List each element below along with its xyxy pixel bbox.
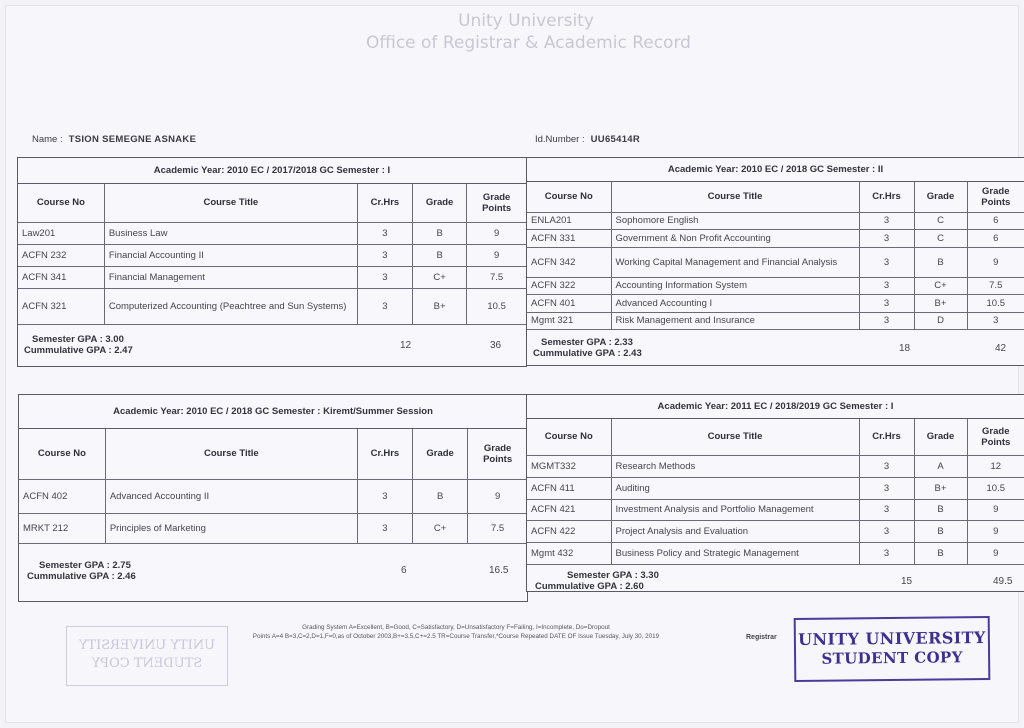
col-cr-hrs: Cr.Hrs — [859, 419, 914, 455]
course-title: Investment Analysis and Portfolio Management — [611, 499, 859, 520]
semester-title: Academic Year: 2010 EC / 2018 GC Semester : Kiremt/Summer Session — [19, 395, 527, 429]
table-row — [527, 229, 1024, 247]
course-title: Project Analysis and Evaluation — [611, 520, 859, 542]
table-row — [527, 455, 1024, 477]
semester-gpa: Semester GPA : 3.30 — [567, 569, 659, 581]
course-no: ACFN 401 — [527, 294, 611, 312]
total-grade-points: 49.5 — [993, 575, 1013, 587]
table-row — [527, 542, 1024, 564]
course-title: Computerized Accounting (Peachtree and Sun Systems) — [104, 288, 357, 324]
col-course-title: Course Title — [104, 184, 357, 222]
table-row — [18, 288, 526, 324]
course-points: 7.5 — [467, 266, 526, 288]
course-table — [19, 429, 527, 544]
course-table — [18, 184, 526, 325]
course-cr: 3 — [357, 266, 412, 288]
table-row — [18, 222, 526, 244]
col-grade-points: Grade Points — [468, 429, 527, 479]
col-grade: Grade — [413, 429, 468, 479]
table-row — [527, 277, 1024, 294]
course-no: ACFN 342 — [527, 247, 611, 277]
col-grade: Grade — [413, 184, 467, 222]
table-row — [527, 212, 1024, 229]
col-grade-points: Grade Points — [967, 182, 1024, 212]
course-grade: C+ — [413, 266, 467, 288]
course-title: Sophomore English — [611, 212, 859, 229]
course-no: ACFN 422 — [527, 520, 611, 542]
course-title: Financial Accounting II — [104, 244, 357, 266]
course-grade: B — [413, 479, 468, 513]
course-grade: C+ — [413, 513, 468, 543]
course-no: ACFN 322 — [527, 277, 611, 294]
id-label: Id.Number : — [535, 134, 585, 145]
course-points: 10.5 — [967, 477, 1024, 499]
total-cr-hrs: 6 — [401, 564, 407, 576]
course-cr: 3 — [859, 455, 914, 477]
course-grade: B+ — [413, 288, 467, 324]
course-title: Business Law — [104, 222, 357, 244]
course-no: ACFN 232 — [18, 244, 104, 266]
col-cr-hrs: Cr.Hrs — [859, 182, 914, 212]
course-points: 7.5 — [468, 513, 527, 543]
course-no: Mgmt 432 — [527, 542, 611, 564]
cumulative-gpa: Cummulative GPA : 2.47 — [24, 344, 133, 356]
table-row — [18, 266, 526, 288]
total-cr-hrs: 12 — [400, 339, 412, 351]
course-points: 3 — [967, 312, 1024, 329]
course-no: Mgmt 321 — [527, 312, 611, 329]
col-grade-points: Grade Points — [967, 419, 1024, 455]
student-name: TSION SEMEGNE ASNAKE — [68, 134, 197, 145]
course-no: ENLA201 — [527, 212, 611, 229]
bleed-through-stamp-line: STUDENT COPY — [91, 656, 203, 671]
course-grade: B+ — [914, 477, 967, 499]
course-points: 10.5 — [467, 288, 526, 324]
course-cr: 3 — [357, 288, 412, 324]
course-cr: 3 — [859, 477, 914, 499]
total-cr-hrs: 15 — [901, 575, 913, 587]
col-course-no: Course No — [527, 419, 611, 455]
col-grade-points: Grade Points — [467, 184, 526, 222]
course-no: ACFN 421 — [527, 499, 611, 520]
student-name-row — [32, 134, 196, 145]
semester-gpa: Semester GPA : 3.00 — [32, 333, 124, 345]
table-row — [527, 312, 1024, 329]
course-cr: 3 — [357, 244, 412, 266]
course-title: Risk Management and Insurance — [611, 312, 859, 329]
table-row — [527, 499, 1024, 520]
course-title: Research Methods — [611, 455, 859, 477]
course-no: ACFN 402 — [19, 479, 105, 513]
course-table — [527, 419, 1024, 565]
course-cr: 3 — [859, 212, 914, 229]
semester-gpa: Semester GPA : 2.33 — [541, 336, 633, 348]
registrar-label: Registrar — [746, 634, 777, 641]
course-no: MGMT332 — [527, 455, 611, 477]
course-cr: 3 — [859, 542, 914, 564]
course-title: Working Capital Management and Financial Analysis — [611, 247, 859, 277]
cumulative-gpa: Cummulative GPA : 2.60 — [535, 580, 644, 592]
cumulative-gpa: Cummulative GPA : 2.46 — [27, 570, 136, 582]
col-grade: Grade — [914, 182, 967, 212]
semester-title: Academic Year: 2010 EC / 2018 GC Semester : II — [527, 158, 1024, 182]
table-row — [19, 479, 527, 513]
course-no: ACFN 321 — [18, 288, 104, 324]
course-points: 9 — [967, 499, 1024, 520]
course-title: Business Policy and Strategic Management — [611, 542, 859, 564]
course-cr: 3 — [859, 294, 914, 312]
col-grade: Grade — [914, 419, 967, 455]
total-grade-points: 42 — [995, 342, 1007, 354]
course-title: Auditing — [611, 477, 859, 499]
course-cr: 3 — [859, 229, 914, 247]
col-cr-hrs: Cr.Hrs — [357, 429, 412, 479]
grading-legend — [156, 623, 756, 641]
grading-system-line: Grading System A=Excellent, B=Good, C=Satisfactory, D=Unsatisfactory F=Failing, I=Incomplete, Do=Dropout — [302, 624, 610, 631]
course-no: ACFN 411 — [527, 477, 611, 499]
semester-block-3 — [18, 394, 528, 602]
course-grade: A — [914, 455, 967, 477]
course-points: 9 — [468, 479, 527, 513]
course-points: 6 — [967, 212, 1024, 229]
course-points: 6 — [967, 229, 1024, 247]
semester-title: Academic Year: 2010 EC / 2017/2018 GC Semester : I — [18, 158, 526, 184]
course-cr: 3 — [859, 277, 914, 294]
course-points: 7.5 — [967, 277, 1024, 294]
course-grade: C — [914, 229, 967, 247]
course-points: 9 — [967, 542, 1024, 564]
course-grade: B+ — [914, 294, 967, 312]
col-course-no: Course No — [527, 182, 611, 212]
col-course-title: Course Title — [611, 419, 859, 455]
course-grade: B — [914, 542, 967, 564]
name-label: Name : — [32, 134, 63, 145]
course-points: 9 — [467, 222, 526, 244]
table-row — [19, 513, 527, 543]
table-row — [527, 247, 1024, 277]
course-title: Financial Management — [104, 266, 357, 288]
stamp-line-copy: STUDENT COPY — [821, 648, 963, 668]
course-grade: C — [914, 212, 967, 229]
semester-block-4 — [526, 394, 1024, 592]
course-points: 10.5 — [967, 294, 1024, 312]
course-cr: 3 — [859, 247, 914, 277]
bleed-through-stamp-line: UNITY UNIVERSITY — [78, 638, 216, 653]
course-grade: B — [914, 247, 967, 277]
student-id-row — [535, 134, 640, 145]
semester-block-1 — [17, 157, 527, 367]
student-id: UU65414R — [590, 134, 641, 145]
course-grade: B — [914, 499, 967, 520]
course-no: MRKT 212 — [19, 513, 105, 543]
course-table — [527, 182, 1024, 330]
table-row — [527, 294, 1024, 312]
semester-title: Academic Year: 2011 EC / 2018/2019 GC Semester : I — [527, 395, 1024, 419]
total-grade-points: 16.5 — [489, 564, 509, 576]
course-points: 9 — [967, 247, 1024, 277]
course-title: Principles of Marketing — [105, 513, 357, 543]
course-grade: B — [413, 244, 467, 266]
course-cr: 3 — [859, 520, 914, 542]
course-grade: B — [413, 222, 467, 244]
course-grade: B — [914, 520, 967, 542]
course-cr: 3 — [859, 499, 914, 520]
course-cr: 3 — [357, 479, 412, 513]
bleed-through-line: Unity University — [458, 11, 594, 31]
bleed-through-line: Office of Registrar & Academic Record — [366, 33, 691, 53]
cumulative-gpa: Cummulative GPA : 2.43 — [533, 347, 642, 359]
course-no: ACFN 341 — [18, 266, 104, 288]
col-course-no: Course No — [19, 429, 105, 479]
stamp-line-university: UNITY UNIVERSITY — [797, 628, 986, 649]
col-course-title: Course Title — [611, 182, 859, 212]
table-row — [527, 520, 1024, 542]
course-no: Law201 — [18, 222, 104, 244]
course-cr: 3 — [357, 513, 412, 543]
total-cr-hrs: 18 — [899, 342, 911, 354]
semester-block-2 — [526, 157, 1024, 366]
course-points: 12 — [967, 455, 1024, 477]
col-cr-hrs: Cr.Hrs — [357, 184, 412, 222]
course-points: 9 — [467, 244, 526, 266]
course-no: ACFN 331 — [527, 229, 611, 247]
course-points: 9 — [967, 520, 1024, 542]
semester-gpa: Semester GPA : 2.75 — [39, 559, 131, 571]
table-row — [18, 244, 526, 266]
table-row — [527, 477, 1024, 499]
course-title: Advanced Accounting I — [611, 294, 859, 312]
grading-points-line: Points A=4 B=3,C=2,D=1,F=0,as of October 2003,B+=3.5,C+=2.5 TR=Course Transfer,*Course Repeated DATE OF Issue Tuesday, July 30, 2019 — [252, 633, 660, 640]
course-title: Advanced Accounting II — [105, 479, 357, 513]
course-grade: C+ — [914, 277, 967, 294]
bleed-through-header — [366, 10, 691, 54]
col-course-no: Course No — [18, 184, 104, 222]
course-cr: 3 — [357, 222, 412, 244]
col-course-title: Course Title — [105, 429, 357, 479]
course-title: Government & Non Profit Accounting — [611, 229, 859, 247]
course-grade: D — [914, 312, 967, 329]
course-title: Accounting Information System — [611, 277, 859, 294]
transcript-sheet — [6, 6, 1018, 722]
course-cr: 3 — [859, 312, 914, 329]
total-grade-points: 36 — [490, 339, 502, 351]
student-copy-stamp — [794, 616, 991, 682]
